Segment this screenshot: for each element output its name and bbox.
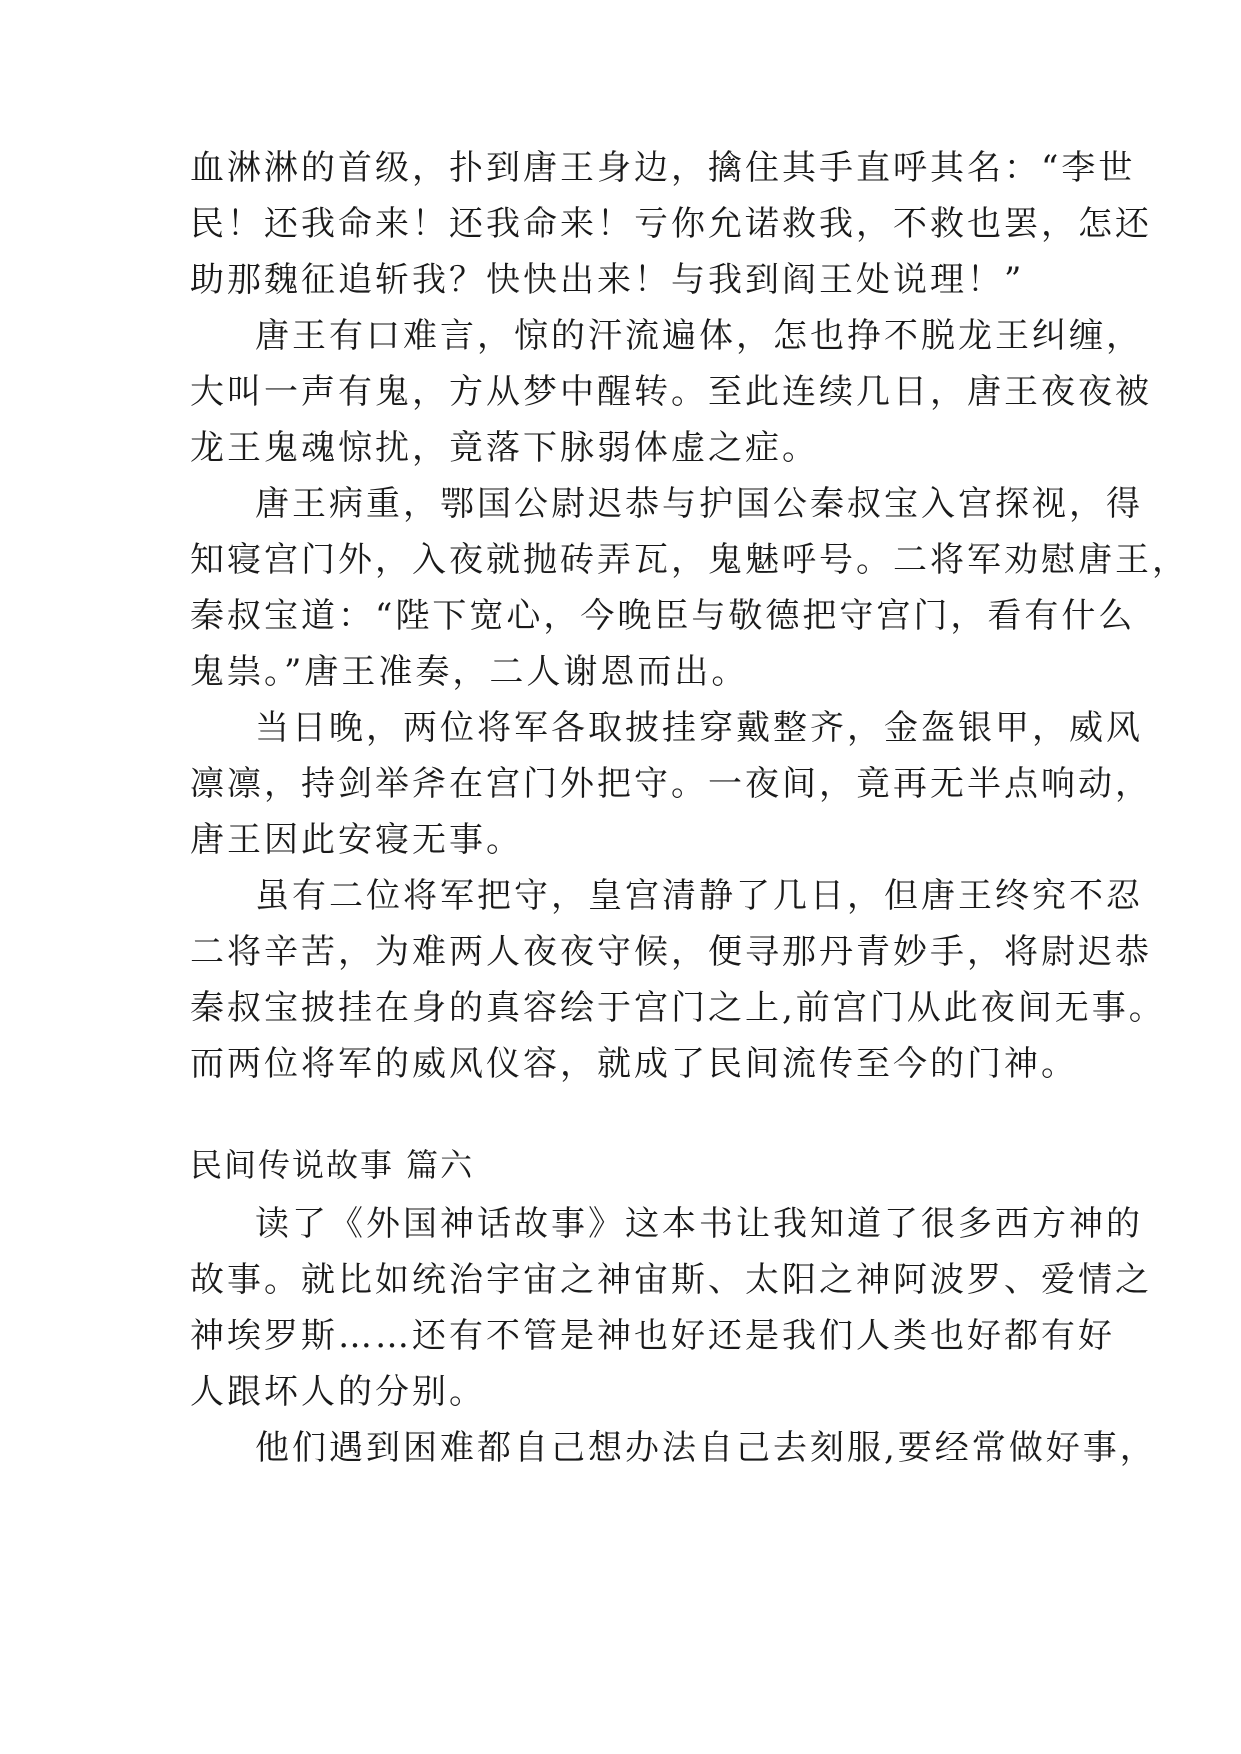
text-line: 二将辛苦，为难两人夜夜守候，便寻那丹青妙手，将尉迟恭 — [190, 932, 1152, 972]
text-line: 知寝宫门外，入夜就抛砖弄瓦，鬼魅呼号。二将军劝慰唐王， — [190, 540, 1189, 580]
paragraph-start-line: 虽有二位将军把守，皇宫清静了几日，但唐王终究不忍 — [255, 876, 1143, 916]
text-line: 神埃罗斯……还有不管是神也好还是我们人类也好都有好 — [190, 1316, 1115, 1356]
text-line: 秦叔宝披挂在身的真容绘于宫门之上,前宫门从此夜间无事。 — [190, 988, 1166, 1028]
paragraph-start-line: 当日晚，两位将军各取披挂穿戴整齐，金盔银甲，威风 — [255, 708, 1143, 748]
text-line: 人跟坏人的分别。 — [190, 1372, 486, 1412]
text-line: 龙王鬼魂惊扰，竟落下脉弱体虚之症。 — [190, 428, 819, 468]
text-line: 故事。就比如统治宇宙之神宙斯、太阳之神阿波罗、爱情之 — [190, 1260, 1152, 1300]
section-heading: 民间传说故事 篇六 — [190, 1146, 475, 1184]
text-line: 大叫一声有鬼，方从梦中醒转。至此连续几日，唐王夜夜被 — [190, 372, 1152, 412]
text-line: 凛凛，持剑举斧在宫门外把守。一夜间，竟再无半点响动， — [190, 764, 1152, 804]
paragraph-start-line: 读了《外国神话故事》这本书让我知道了很多西方神的 — [255, 1204, 1143, 1244]
text-line: 鬼祟。”唐王准奏，二人谢恩而出。 — [190, 652, 749, 692]
text-line: 血淋淋的首级，扑到唐王身边，擒住其手直呼其名：“李世 — [190, 148, 1136, 188]
paragraph-start-line: 他们遇到困难都自己想办法自己去刻服,要经常做好事， — [255, 1428, 1157, 1468]
text-line: 助那魏征追斩我？快快出来！与我到阎王处说理！” — [190, 260, 1025, 300]
text-line: 民！还我命来！还我命来！亏你允诺救我，不救也罢，怎还 — [190, 204, 1152, 244]
text-line: 秦叔宝道：“陛下宽心，今晚臣与敬德把守宫门，看有什么 — [190, 596, 1136, 636]
paragraph-start-line: 唐王病重，鄂国公尉迟恭与护国公秦叔宝入宫探视，得 — [255, 484, 1143, 524]
paragraph-start-line: 唐王有口难言，惊的汗流遍体，怎也挣不脱龙王纠缠， — [255, 316, 1143, 356]
text-line: 唐王因此安寝无事。 — [190, 820, 523, 860]
text-line: 而两位将军的威风仪容，就成了民间流传至今的门神。 — [190, 1044, 1078, 1084]
